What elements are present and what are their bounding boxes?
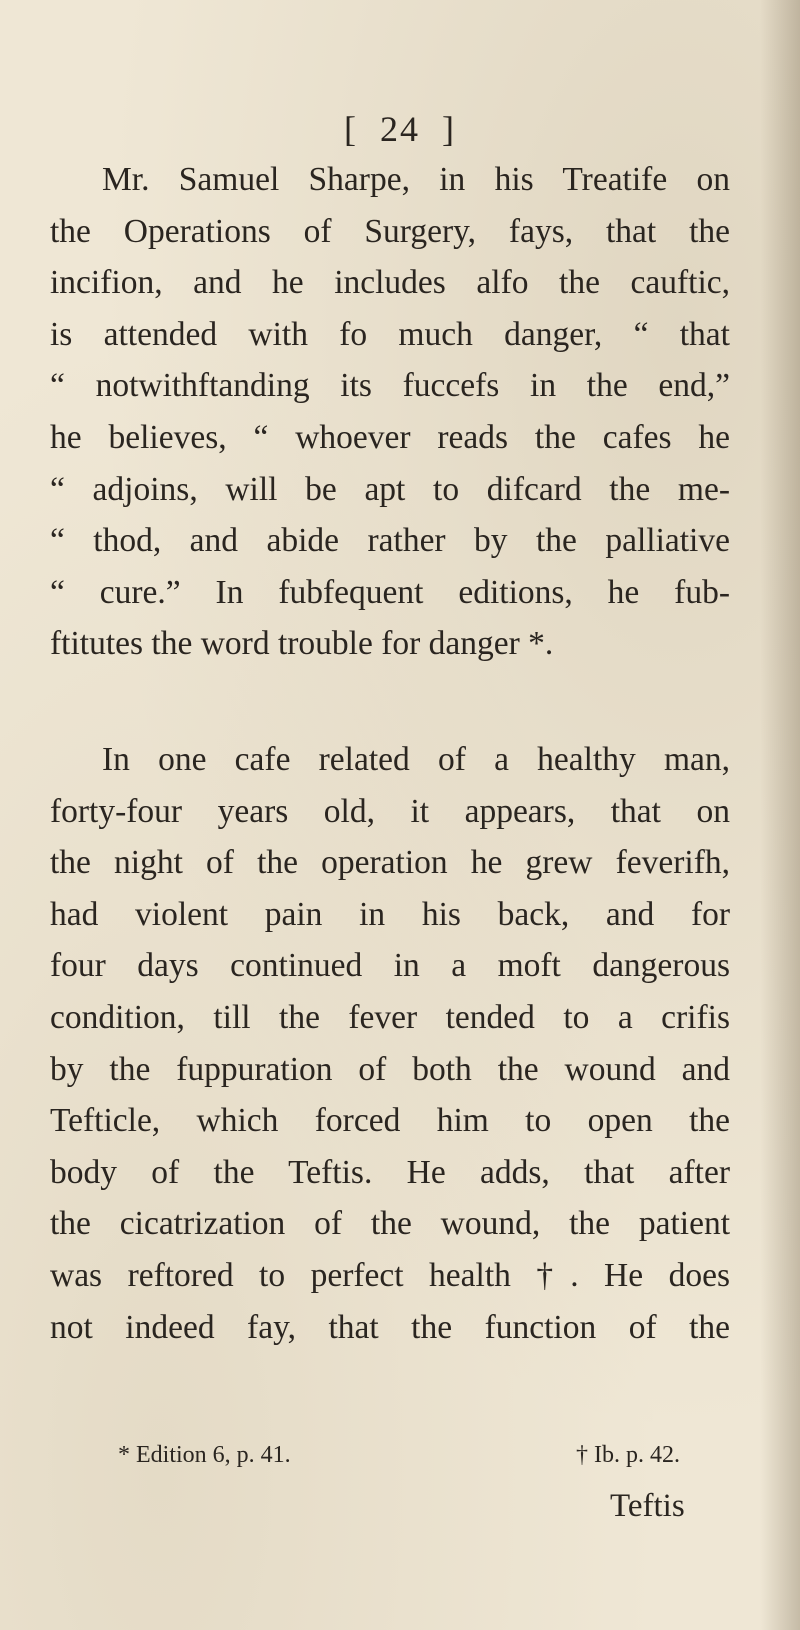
catchword: Teftis: [610, 1488, 685, 1524]
text-line: four days continued in a moft dangerous: [50, 947, 730, 985]
text-line: “ cure.” In fubfequent editions, he fub-: [50, 573, 730, 611]
text-line: forty-four years old, it appears, that on: [50, 792, 730, 830]
footnote-ibid: † Ib. p. 42.: [576, 1442, 680, 1468]
text-line: In one cafe related of a healthy man,: [102, 741, 730, 778]
page-number: [0, 108, 800, 150]
text-line: “ notwithftanding its fuccefs in the end,”: [50, 367, 730, 405]
text-line: not indeed fay, that the function of the: [50, 1308, 730, 1346]
text-line: the Operations of Surgery, fays, that the: [50, 212, 730, 250]
page-edge-shadow: [760, 0, 800, 1630]
text-line: condition, till the fever tended to a crifis: [50, 998, 730, 1036]
text-line: by the fuppuration of both the wound and: [50, 1050, 730, 1088]
footnote-edition: * Edition 6, p. 41.: [118, 1442, 291, 1468]
text-line: the cicatrization of the wound, the patient: [50, 1205, 730, 1243]
paragraph-2: [50, 734, 730, 1353]
text-line: body of the Teftis. He adds, that after: [50, 1153, 730, 1191]
text-line: had violent pain in his back, and for: [50, 895, 730, 933]
text-line: Tefticle, which forced him to open the: [50, 1102, 730, 1140]
text-line: was reftored to perfect health †. He does: [50, 1256, 730, 1294]
text-line: “ thod, and abide rather by the palliative: [50, 522, 730, 560]
text-line: is attended with fo much danger, “ that: [50, 315, 730, 353]
page-number-value: 24: [380, 109, 420, 149]
paragraph-1: [50, 154, 730, 670]
text-line: the night of the operation he grew feverifh,: [50, 844, 730, 882]
text-line: ftitutes the word trouble for danger *.: [50, 625, 554, 663]
page-number-close-bracket: ]: [442, 109, 456, 149]
text-line: incifion, and he includes alfo the cauftic,: [50, 264, 730, 302]
text-line: Mr. Samuel Sharpe, in his Treatife on: [102, 161, 730, 198]
text-line: he believes, “ whoever reads the cafes he: [50, 418, 730, 456]
page-number-open-bracket: [: [344, 109, 358, 149]
text-line: “ adjoins, will be apt to difcard the me-: [50, 470, 730, 508]
